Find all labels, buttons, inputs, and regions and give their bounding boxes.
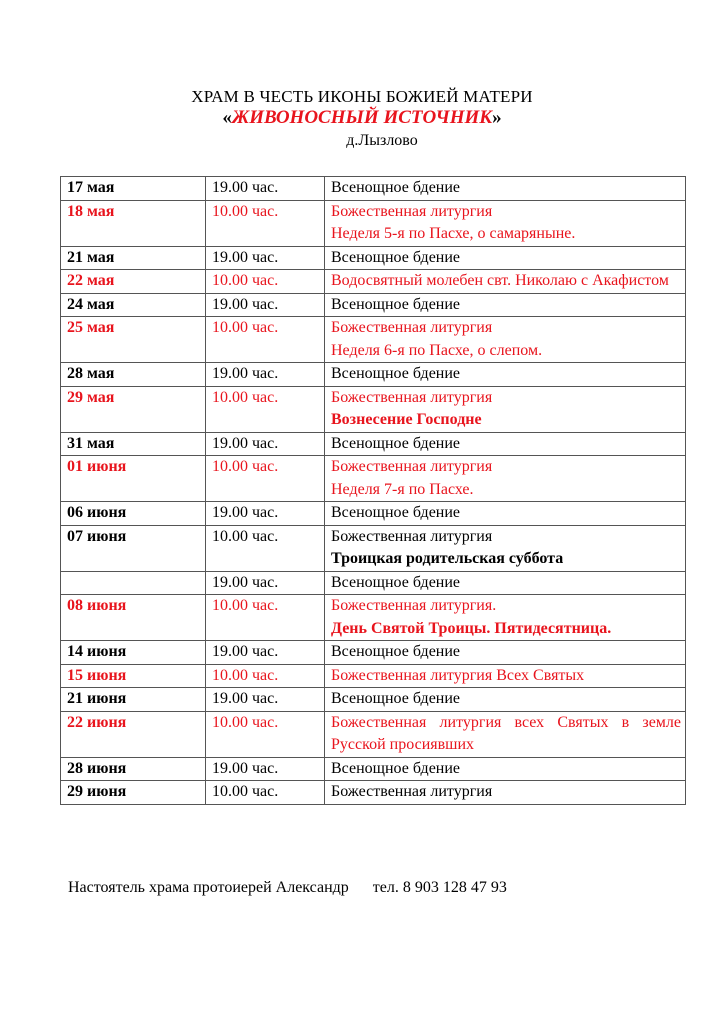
schedule-row (61, 456, 686, 502)
row-date: 07 июня (61, 525, 206, 571)
row-service (325, 270, 686, 294)
service-note: Троицкая родительская суббота (331, 550, 564, 567)
service-note: Неделя 6-я по Пасхе, о слепом. (331, 341, 543, 359)
row-date: 18 мая (61, 200, 206, 246)
row-date: 17 мая (61, 177, 206, 201)
service-text: Божественная литургия (331, 319, 493, 336)
row-date: 14 июня (61, 641, 206, 665)
service-note: День Святой Троицы. Пятидесятница. (331, 619, 612, 637)
row-date: 31 мая (61, 432, 206, 456)
service-text: Божественная литургия (331, 783, 493, 800)
service-text: Всенощное бдение (331, 690, 461, 707)
service-text: Всенощное бдение (331, 434, 461, 452)
service-text: Божественная литургия (331, 388, 493, 406)
schedule-row (61, 525, 686, 571)
row-service (325, 525, 686, 571)
service-text: Всенощное бдение (331, 179, 461, 196)
row-service (325, 595, 686, 641)
schedule-row (61, 270, 686, 294)
row-service (325, 664, 686, 688)
row-date: 01 июня (61, 456, 206, 502)
temple-name (0, 107, 724, 129)
schedule-row (61, 641, 686, 665)
row-service (325, 386, 686, 432)
row-service (325, 363, 686, 387)
row-date: 25 мая (61, 317, 206, 363)
row-time: 19.00 час. (206, 641, 325, 665)
row-date: 22 мая (61, 270, 206, 294)
row-time: 10.00 час. (206, 525, 325, 571)
service-text: Всенощное бдение (331, 643, 461, 660)
phone-text: тел. 8 903 128 47 93 (372, 879, 507, 896)
service-text: Всенощное бдение (331, 759, 461, 777)
service-text: Божественная литургия всех Святых в земле Русской просиявших (331, 713, 681, 753)
schedule-row (61, 293, 686, 317)
row-service (325, 641, 686, 665)
service-text: Божественная литургия (331, 202, 493, 220)
temple-title: ХРАМ В ЧЕСТЬ ИКОНЫ БОЖИЕЙ МАТЕРИ (191, 87, 533, 106)
service-text: Божественная литургия (331, 527, 493, 545)
service-text: Божественная литургия Всех Святых (331, 666, 585, 684)
schedule-row (61, 664, 686, 688)
row-date (61, 571, 206, 595)
service-note: Вознесение Господне (331, 411, 482, 428)
row-service (325, 688, 686, 712)
row-time: 19.00 час. (206, 363, 325, 387)
service-text: Божественная литургия (331, 458, 493, 475)
close-quote: » (492, 107, 502, 128)
schedule-body (61, 177, 686, 805)
service-text: Всенощное бдение (331, 573, 461, 591)
row-date: 15 июня (61, 664, 206, 688)
service-text: Божественная литургия. (331, 597, 497, 614)
row-date: 21 мая (61, 246, 206, 270)
row-date: 29 июня (61, 781, 206, 805)
schedule-row (61, 432, 686, 456)
footer (68, 878, 507, 898)
row-service (325, 757, 686, 781)
row-service (325, 456, 686, 502)
row-time: 10.00 час. (206, 200, 325, 246)
row-date: 29 мая (61, 386, 206, 432)
schedule-row (61, 317, 686, 363)
row-time: 19.00 час. (206, 571, 325, 595)
row-service (325, 293, 686, 317)
row-time: 19.00 час. (206, 293, 325, 317)
row-time: 19.00 час. (206, 246, 325, 270)
schedule-row (61, 595, 686, 641)
schedule-row (61, 711, 686, 757)
service-note: Неделя 5-я по Пасхе, о самаряныне. (331, 225, 576, 242)
service-text: Всенощное бдение (331, 295, 461, 313)
row-time: 19.00 час. (206, 502, 325, 526)
schedule-row (61, 386, 686, 432)
service-note: Неделя 7-я по Пасхе. (331, 480, 474, 498)
row-service (325, 317, 686, 363)
row-time: 10.00 час. (206, 456, 325, 502)
schedule-row (61, 177, 686, 201)
row-date: 08 июня (61, 595, 206, 641)
row-date: 06 июня (61, 502, 206, 526)
temple-name-text: ЖИВОНОСНЫЙ ИСТОЧНИК (231, 107, 493, 128)
schedule-row (61, 571, 686, 595)
row-time: 10.00 час. (206, 317, 325, 363)
schedule-row (61, 200, 686, 246)
row-time: 10.00 час. (206, 595, 325, 641)
row-service (325, 571, 686, 595)
page-header (0, 87, 724, 151)
row-time: 19.00 час. (206, 757, 325, 781)
schedule-row (61, 363, 686, 387)
schedule-row (61, 688, 686, 712)
row-service (325, 177, 686, 201)
village-name: д.Лызлово (346, 132, 418, 149)
row-service (325, 711, 686, 757)
schedule-row (61, 502, 686, 526)
row-service (325, 246, 686, 270)
service-text: Всенощное бдение (331, 248, 461, 266)
row-time: 10.00 час. (206, 664, 325, 688)
row-service (325, 502, 686, 526)
service-text: Всенощное бдение (331, 365, 461, 382)
row-time: 19.00 час. (206, 177, 325, 201)
row-service (325, 432, 686, 456)
row-date: 24 мая (61, 293, 206, 317)
row-time: 10.00 час. (206, 781, 325, 805)
schedule-row (61, 757, 686, 781)
row-date: 28 июня (61, 757, 206, 781)
open-quote: « (222, 107, 232, 128)
row-time: 10.00 час. (206, 386, 325, 432)
rector-text: Настоятель храма протоиерей Александр (68, 879, 349, 896)
schedule-row (61, 781, 686, 805)
row-date: 28 мая (61, 363, 206, 387)
row-date: 21 июня (61, 688, 206, 712)
service-text: Водосвятный молебен свт. Николаю с Акафистом (331, 272, 669, 289)
service-text: Всенощное бдение (331, 504, 461, 521)
row-time: 10.00 час. (206, 711, 325, 757)
row-time: 19.00 час. (206, 688, 325, 712)
row-time: 10.00 час. (206, 270, 325, 294)
row-service (325, 781, 686, 805)
schedule-row (61, 246, 686, 270)
row-service (325, 200, 686, 246)
row-date: 22 июня (61, 711, 206, 757)
row-time: 19.00 час. (206, 432, 325, 456)
schedule-table (60, 176, 686, 805)
